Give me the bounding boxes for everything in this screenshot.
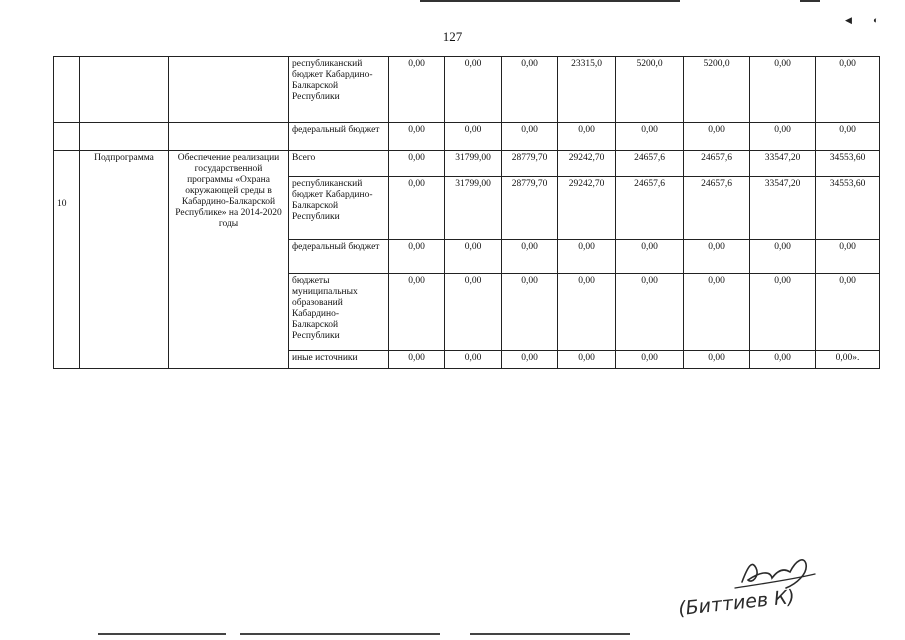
value-cell: 0,00: [558, 123, 616, 151]
name-cell: [169, 57, 289, 123]
value-cell: 0,00: [445, 240, 502, 274]
name-cell: Обеспечение реализации государственной программы «Охрана окружающей среды в Кабардино-Балкарской Республике» на 2014-2020 годы: [169, 151, 289, 369]
source-cell: Всего: [289, 151, 389, 177]
value-cell: 33547,20: [750, 151, 816, 177]
value-cell: 0,00: [445, 274, 502, 351]
source-cell: иные источники: [289, 351, 389, 369]
value-cell: 33547,20: [750, 177, 816, 240]
value-cell: 0,00: [684, 351, 750, 369]
value-cell: 0,00: [445, 123, 502, 151]
top-scan-rule-left: [420, 0, 680, 2]
value-cell: 0,00: [684, 240, 750, 274]
value-cell: 34553,60: [816, 151, 880, 177]
value-cell: 0,00».: [816, 351, 880, 369]
signature-caption: (Биттиев К): [677, 585, 796, 621]
value-cell: 29242,70: [558, 151, 616, 177]
value-cell: 0,00: [558, 274, 616, 351]
value-cell: 0,00: [502, 274, 558, 351]
page-number: 127: [442, 29, 463, 44]
table-row: [54, 123, 880, 151]
value-cell: 0,00: [389, 57, 445, 123]
kind-cell: [80, 123, 169, 151]
value-cell: 24657,6: [684, 151, 750, 177]
top-scan-rule-right: [800, 0, 820, 2]
value-cell: 0,00: [502, 351, 558, 369]
value-cell: 24657,6: [684, 177, 750, 240]
value-cell: 0,00: [445, 351, 502, 369]
value-cell: 31799,00: [445, 151, 502, 177]
source-cell: федеральный бюджет: [289, 123, 389, 151]
source-cell: республиканский бюджет Кабардино-Балкарской Республики: [289, 177, 389, 240]
value-cell: 0,00: [750, 351, 816, 369]
kind-cell: [80, 57, 169, 123]
corner-mark-right: ◐: [873, 15, 879, 25]
value-cell: 0,00: [616, 123, 684, 151]
bottom-scan-rule-2: [240, 633, 440, 635]
row-number-cell: [54, 57, 80, 123]
value-cell: 0,00: [816, 240, 880, 274]
source-cell: федеральный бюджет: [289, 240, 389, 274]
value-cell: 0,00: [750, 57, 816, 123]
value-cell: 0,00: [816, 57, 880, 123]
value-cell: 23315,0: [558, 57, 616, 123]
name-cell: [169, 123, 289, 151]
value-cell: 24657,6: [616, 151, 684, 177]
value-cell: 0,00: [684, 123, 750, 151]
value-cell: 0,00: [502, 57, 558, 123]
value-cell: 0,00: [389, 151, 445, 177]
value-cell: 28779,70: [502, 177, 558, 240]
value-cell: 0,00: [558, 240, 616, 274]
budget-table: [53, 56, 880, 369]
value-cell: 0,00: [558, 351, 616, 369]
value-cell: 24657,6: [616, 177, 684, 240]
source-cell: республиканский бюджет Кабардино-Балкарской Республики: [289, 57, 389, 123]
value-cell: 0,00: [502, 123, 558, 151]
value-cell: 0,00: [389, 240, 445, 274]
value-cell: 28779,70: [502, 151, 558, 177]
value-cell: 0,00: [750, 274, 816, 351]
value-cell: 0,00: [816, 123, 880, 151]
value-cell: 29242,70: [558, 177, 616, 240]
source-cell: бюджеты муниципальных образований Кабардино-Балкарской Республики: [289, 274, 389, 351]
bottom-scan-rule-1: [98, 633, 226, 635]
value-cell: 0,00: [750, 240, 816, 274]
bottom-scan-rule-3: [470, 633, 630, 635]
value-cell: 0,00: [750, 123, 816, 151]
value-cell: 0,00: [616, 351, 684, 369]
value-cell: 0,00: [616, 240, 684, 274]
value-cell: 0,00: [389, 177, 445, 240]
value-cell: 0,00: [389, 274, 445, 351]
value-cell: 31799,00: [445, 177, 502, 240]
value-cell: 0,00: [684, 274, 750, 351]
value-cell: 0,00: [616, 274, 684, 351]
value-cell: 0,00: [816, 274, 880, 351]
value-cell: 5200,0: [684, 57, 750, 123]
kind-cell: Подпрограмма: [80, 151, 169, 369]
value-cell: 0,00: [502, 240, 558, 274]
value-cell: 0,00: [389, 123, 445, 151]
value-cell: 34553,60: [816, 177, 880, 240]
value-cell: 5200,0: [616, 57, 684, 123]
value-cell: 0,00: [445, 57, 502, 123]
row-number-cell: 10: [54, 151, 80, 369]
corner-mark-left: ◀: [845, 15, 852, 25]
row-number-cell: [54, 123, 80, 151]
table-row: [54, 151, 880, 177]
table-row: [54, 57, 880, 123]
value-cell: 0,00: [389, 351, 445, 369]
